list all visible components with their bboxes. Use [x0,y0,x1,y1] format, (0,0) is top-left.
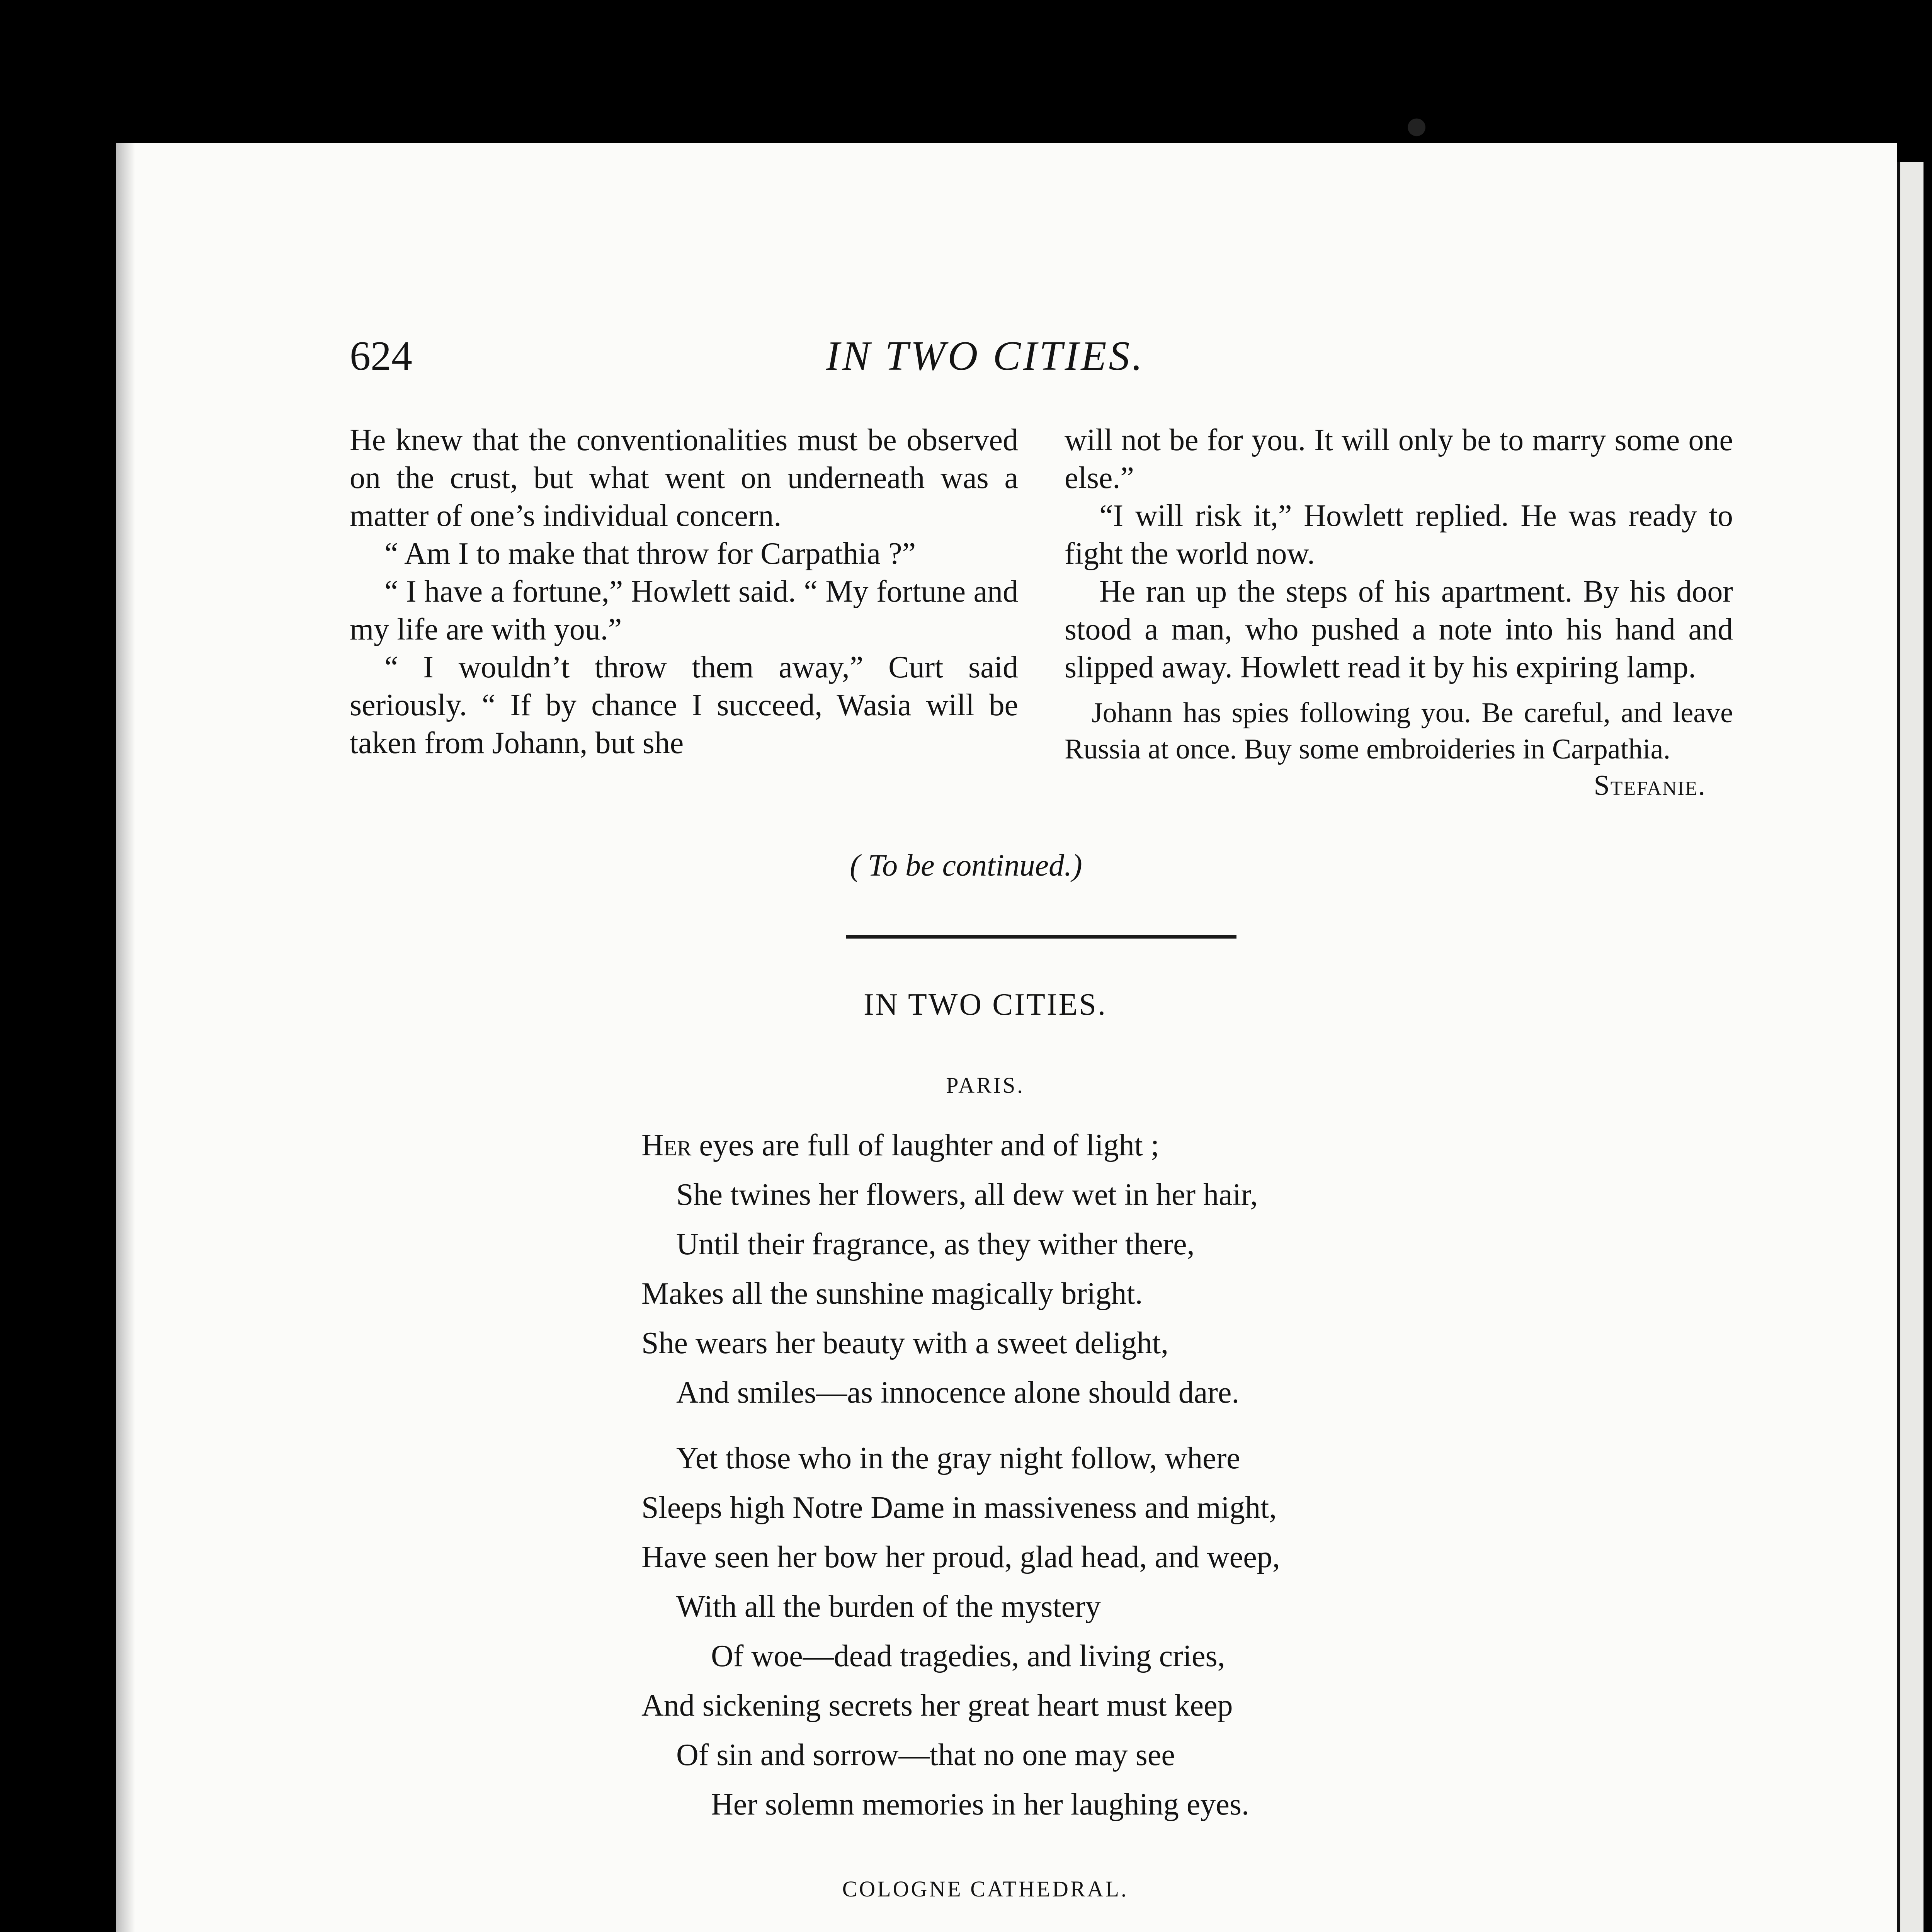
poem-stanza [634,1924,1258,1932]
poem-line: Have seen her bow her proud, glad head, and weep, [641,1540,1280,1574]
story-left-column [350,421,1018,762]
poem-line: Yet those who in the gray night follow, where [676,1441,1240,1475]
running-title: IN TWO CITIES. [826,333,1145,379]
story-paragraph: “ Am I to make that throw for Carpathia ?” [384,537,916,571]
section-title-paris: PARIS. [946,1073,1025,1098]
story-right-column [1065,421,1733,804]
story-paragraph: will not be for you. It will only be to marry some one else.” [1065,423,1733,495]
scan-speck: ● [1406,112,1427,139]
poem-line: She wears her beauty with a sweet delight, [641,1326,1169,1360]
poem-line: She twines her flowers, all dew wet in her hair, [676,1178,1258,1212]
poem-line: Of sin and sorrow—that no one may see [676,1738,1175,1772]
page-number: 624 [350,333,412,379]
poem-line: Until their fragrance, as they wither there, [676,1227,1195,1261]
story-paragraph: “ I have a fortune,” Howlett said. “ My fortune and my life are with you.” [350,575,1018,646]
poem-line: With all the burden of the mystery [676,1590,1101,1624]
next-page-edge [1897,162,1923,1932]
story-paragraph: He knew that the conventionalities must be observed on the crust, but what went on underneath was a matter of one’s individual concern. [350,423,1018,533]
poem-line [634,1924,1258,1932]
note-text: Johann has spies following you. Be careful, and leave Russia at once. Buy some embroideries in Carpathia. [1065,697,1733,765]
poem-line: Her eyes are full of laughter and of light ; [641,1128,1160,1162]
poem-line: And sickening secrets her great heart must keep [641,1689,1233,1723]
section-title-cologne: COLOGNE CATHEDRAL. [842,1876,1129,1901]
story-paragraph: He ran up the steps of his apartment. By his door stood a man, who pushed a note into his hand and slipped away. Howlett read it by his expiring lamp. [1065,575,1733,684]
poem-line: And smiles—as innocence alone should dare. [676,1376,1240,1410]
poem-title: IN TWO CITIES. [864,988,1107,1022]
drop-word: Her [641,1128,692,1162]
poem-stanza [641,1121,1258,1417]
section-divider [846,935,1236,939]
poem-line: Sleeps high Notre Dame in massiveness and might, [641,1491,1277,1525]
note-signature: Stefanie. [1594,770,1706,801]
poem-stanza [641,1434,1280,1829]
note-signature-line [1065,767,1733,804]
story-paragraph: “I will risk it,” Howlett replied. He was ready to fight the world now. [1065,499,1733,571]
story-paragraph: “ I wouldn’t throw them away,” Curt said seriously. “ If by chance I succeed, Wasia will be taken from Johann, but she [350,650,1018,760]
to-be-continued: ( To be continued.) [850,849,1082,883]
page-gutter-shadow [116,143,135,1932]
poem-line: Makes all the sunshine magically bright. [641,1277,1143,1311]
poem-line: Of woe—dead tragedies, and living cries, [711,1639,1225,1673]
poem-line: Her solemn memories in her laughing eyes. [711,1787,1249,1821]
